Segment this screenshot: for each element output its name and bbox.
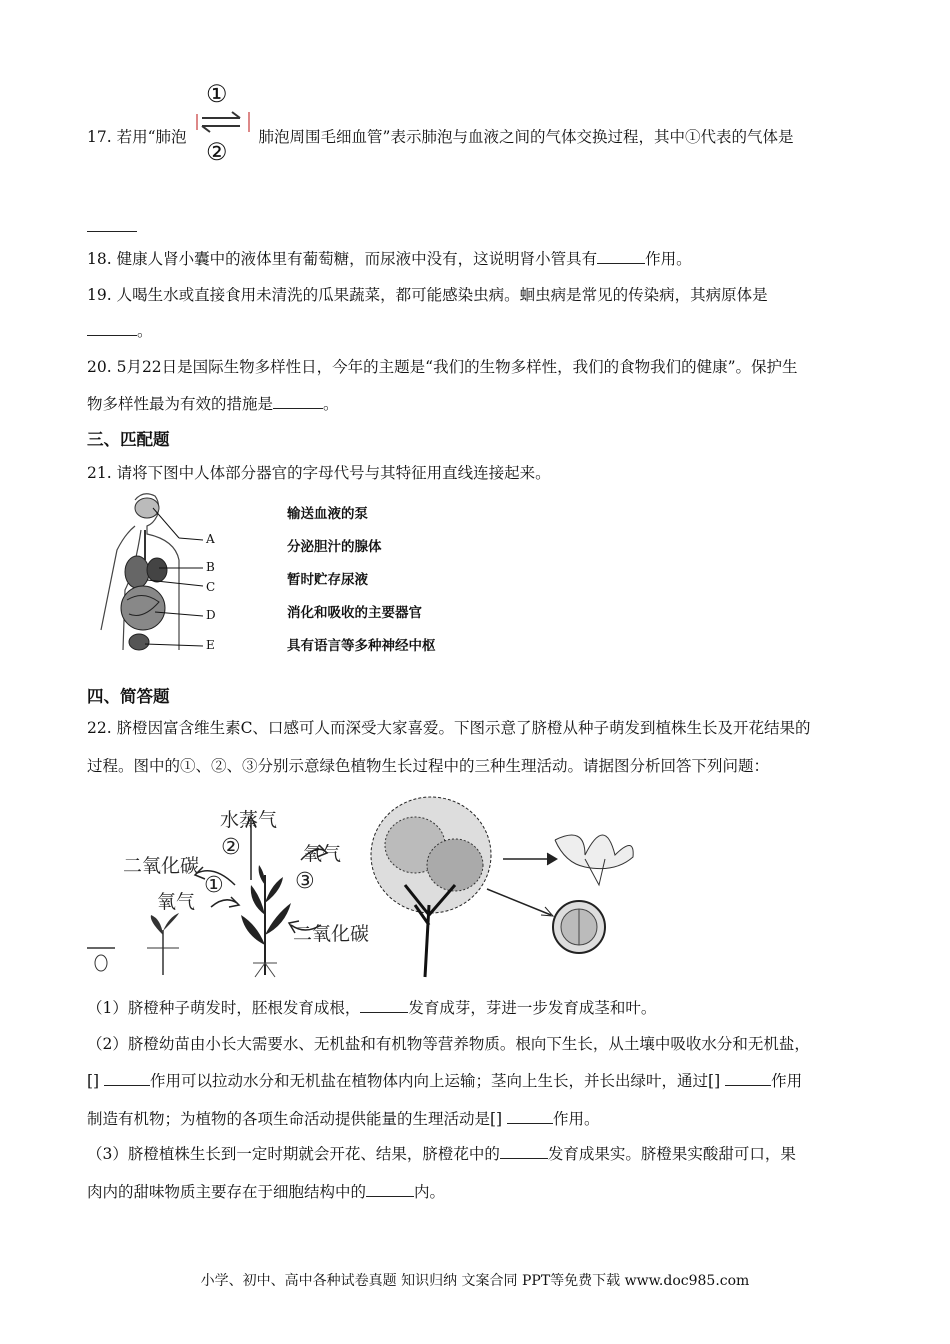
q17-suffix: 肺泡周围毛细血管”表示肺泡与血液之间的气体交换过程，其中①代表的气体是 [258,128,794,146]
feature-2: 分泌胆汁的腺体 [287,539,382,555]
q20-line2 [87,394,339,414]
oxygen-left-label: 氧气 [157,891,196,913]
q22-part2-blank1 [104,1071,150,1086]
process-1-label: ① [204,873,224,898]
double-arrow-icon [192,110,262,136]
q22-part3-line2 [87,1182,445,1202]
human-organ-diagram [95,490,235,660]
organ-letter-d: D [206,608,216,622]
q22-stem-line2: 过程。图中的①、②、③分别示意绿色植物生长过程中的三种生理活动。请据图分析回答下列问题： [87,757,770,775]
q22-part3-blank2 [366,1182,414,1197]
q22-part2-line1: （2）脐橙幼苗由小长大需要水、无机盐和有机物等营养物质。根向下生长，从土壤中吸收水分和无机盐， [87,1035,810,1053]
oxygen-right-label: 氧气 [303,843,342,865]
q22-part2-l3-end: 作用。 [553,1110,600,1128]
feature-3: 暂时贮存尿液 [287,572,368,588]
q18-after: 作用。 [645,250,692,268]
q20-text: 物多样性最为有效的措施是 [87,395,274,413]
q22-part2-line3 [87,1109,600,1129]
q22-part2-blank2 [725,1071,771,1086]
circle-one-label: ① [206,80,228,108]
q22-part1-after: 发育成芽，芽进一步发育成茎和叶。 [408,999,657,1017]
plant-drawing [85,785,645,980]
q22-part2-bracket1: [] [87,1072,100,1090]
q22-part3-line1 [87,1144,796,1164]
feature-5: 具有语言等多种神经中枢 [287,638,436,654]
q22-part2-mid: 作用可以拉动水分和无机盐在植物体内向上运输；茎向上生长，并长出绿叶，通过[] [150,1072,721,1090]
page-footer: 小学、初中、高中各种试卷真题 知识归纳 文案合同 PPT等免费下载 www.doc985.com [200,1273,750,1289]
organ-letter-b: B [206,560,215,574]
q19-after: 。 [137,322,153,340]
circle-two-label: ② [206,138,228,166]
q17-prefix: 17. 若用“肺泡 [87,128,187,146]
q20-line1: 20. 5月22日是国际生物多样性日，今年的主题是“我们的生物多样性，我们的食物我们的健康”。保护生 [87,358,798,376]
section-heading-short-answer: 四、简答题 [87,687,170,706]
organ-letter-c: C [206,580,216,594]
q22-part3-blank1 [500,1144,548,1159]
q22-stem-line1: 22. 脐橙因富含维生素C、口感可人而深受大家喜爱。下图示意了脐橙从种子萌发到植株生长及开花结果的 [87,719,811,737]
process-3-label: ③ [295,869,315,894]
q22-part2-blank3 [507,1109,553,1124]
feature-4: 消化和吸收的主要器官 [287,605,422,621]
section-heading-matching: 三、匹配题 [87,430,170,449]
q22-part3-text: （3）脐橙植株生长到一定时期就会开花、结果，脐橙花中的 [87,1145,500,1163]
q22-part3-after: 发育成果实。脐橙果实酸甜可口，果 [547,1145,796,1163]
water-vapor-label: 水蒸气 [220,809,278,831]
q18-line [87,249,692,269]
q18-blank [597,249,645,264]
q20-blank [273,394,323,409]
q22-part3-l2-text: 肉内的甜味物质主要存在于细胞结构中的 [87,1183,367,1201]
q22-part2-end: 作用 [771,1072,803,1090]
co2-top-label: 二氧化碳 [123,855,200,877]
organ-letter-a: A [206,532,215,546]
q19-blank [87,321,137,336]
q18-text: 18. 健康人肾小囊中的液体里有葡萄糖，而尿液中没有，这说明肾小管具有 [87,250,598,268]
human-body-figure [95,490,235,660]
process-2-label: ② [221,835,241,860]
gas-exchange-arrows [192,80,262,170]
co2-bottom-label: 二氧化碳 [293,923,370,945]
q21-stem: 21. 请将下图中人体部分器官的字母代号与其特征用直线连接起来。 [87,464,551,482]
q22-part1-text: （1）脐橙种子萌发时，胚根发育成根， [87,999,361,1017]
q19-line1: 19. 人喝生水或直接食用未清洗的瓜果蔬菜，都可能感染虫病。蛔虫病是常见的传染病，其病原体是 [87,286,768,304]
q17-answer-blank [87,231,137,232]
q22-part1-blank [360,998,408,1013]
q22-part3-l2-end: 内。 [414,1183,446,1201]
q20-after: 。 [323,395,339,413]
organ-letter-e: E [206,638,215,652]
navel-orange-growth-diagram [85,785,645,980]
feature-1: 输送血液的泵 [287,506,368,522]
q22-part2-line2 [87,1071,802,1091]
q19-line2 [87,321,153,341]
q22-part1 [87,998,656,1018]
q22-part2-l3-text: 制造有机物；为植物的各项生命活动提供能量的生理活动是[] [87,1110,503,1128]
